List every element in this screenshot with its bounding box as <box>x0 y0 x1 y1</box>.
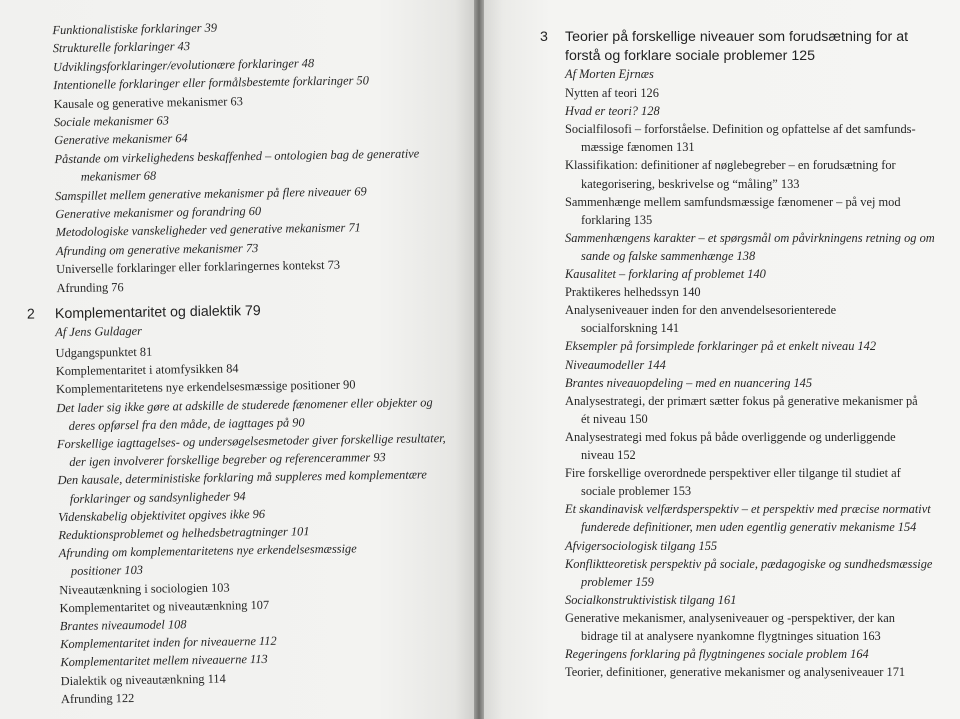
right-entry-13-cont: niveau 152 <box>581 448 636 462</box>
left-entry-5: Den kausale, deterministiske forklaring må suppleres med komplementære <box>57 467 427 488</box>
left-prior-entry-6: Generative mekanismer 64 <box>54 131 188 148</box>
left-entry-4-cont: der igen involverer forskellige begreber og referencerammer 93 <box>69 450 386 470</box>
right-entry-8: Analyseniveauer inden for den anvendelsesorienterede <box>565 303 837 318</box>
right-entry-15: Et skandinavisk velfærdsperspektiv – et perspektiv med præcise normativt <box>565 502 931 517</box>
right-chapter-author: Af Morten Ejrnæs <box>565 67 654 81</box>
left-page <box>0 0 474 719</box>
right-entry-14-cont: sociale problemer 153 <box>581 484 692 499</box>
left-entry-10: Komplementaritet og niveautænkning 107 <box>59 597 270 615</box>
right-entry-19: Generative mekanismer, analyseniveauer og -perspektiver, der kan <box>565 610 895 625</box>
right-entry-3-cont: kategorisering, beskrivelse og “måling” 133 <box>581 176 800 191</box>
right-entry-4-cont: forklaring 135 <box>581 212 653 227</box>
left-entry-8: Afrunding om komplementaritetens nye erkendelsesmæssige <box>58 541 357 561</box>
left-prior-entry-1: Strukturelle forklaringer 43 <box>52 39 191 56</box>
left-entry-5-cont: forklaringer og sandsynligheder 94 <box>69 488 246 506</box>
left-prior-entry-7-cont: mekanismer 68 <box>80 168 157 184</box>
left-entry-8-cont: positioner 103 <box>70 563 144 579</box>
right-entry-0: Nytten af teori 126 <box>565 86 659 100</box>
right-entry-14: Fire forskellige overordnede perspektiver eller tilgange til studiet af <box>565 466 901 481</box>
left-entry-6: Videnskabelig objektivitet opgives ikke 96 <box>58 506 266 524</box>
right-entry-17: Konfliktteoretisk perspektiv på sociale, pædagogiske og sundhedsmæssige <box>565 556 933 571</box>
right-entry-20: Regeringens forklaring på flygtningenes sociale problem 164 <box>565 647 869 662</box>
left-prior-entry-13: Afrunding 76 <box>56 279 124 295</box>
right-entry-4: Sammenhænge mellem samfundsmæssige fænomener – på vej mod <box>565 194 901 209</box>
left-entry-2: Komplementaritetens nye erkendelsesmæssige positioner 90 <box>56 377 356 397</box>
right-entry-13: Analysestrategi med fokus på både overliggende og underliggende <box>565 429 896 444</box>
left-entry-0: Udgangspunktet 81 <box>55 344 153 361</box>
left-entry-11: Brantes niveaumodel 108 <box>59 617 187 634</box>
right-entry-5: Sammenhængens karakter – et spørgsmål om påvirkningens retning og om <box>565 230 935 245</box>
left-prior-entry-12: Universelle forklaringer eller forklaringernes kontekst 73 <box>56 257 341 277</box>
right-chapter-title: Teorier på forskellige niveauer som forudsætning for at <box>565 29 909 45</box>
right-entry-1: Hvad er teori? 128 <box>565 104 660 119</box>
right-entry-5-cont: sande og falske sammenhænge 138 <box>581 248 756 263</box>
right-entry-19-cont: bidrage til at analysere nyankomne flygtninges situation 163 <box>581 629 881 643</box>
right-page <box>484 0 960 719</box>
book-gutter <box>474 0 484 719</box>
left-entry-1: Komplementaritet i atomfysikken 84 <box>55 361 239 379</box>
left-prior-entry-11: Afrunding om generative mekanismer 73 <box>55 240 259 258</box>
right-entry-18: Socialkonstruktivistisk tilgang 161 <box>565 592 737 607</box>
left-entry-9: Niveautænkning i sociologien 103 <box>59 580 230 597</box>
left-entry-3-cont: deres opførsel fra den måde, de iagttages på 90 <box>68 415 305 433</box>
right-entry-9: Eksempler på forsimplede forklaringer på et enkelt niveau 142 <box>565 339 877 354</box>
right-chapter-title-cont: forstå og forklare sociale problemer 125 <box>565 48 815 64</box>
right-entry-3: Klassifikation: definitioner af nøglebegreber – en forudsætning for <box>565 158 896 173</box>
right-entry-21: Teorier, definitioner, generative mekanismer og analyseniveauer 171 <box>565 665 906 680</box>
right-entry-15-cont: funderede definitioner, men uden egentlig generativ mekanisme 154 <box>581 520 917 535</box>
right-entry-2-cont: mæssige fænomen 131 <box>581 140 695 155</box>
right-entry-16: Afvigersociologisk tilgang 155 <box>565 538 718 553</box>
left-prior-entry-10: Metodologiske vanskeligheder ved generative mekanismer 71 <box>55 220 361 240</box>
left-entry-7: Reduktionsproblemet og helhedsbetragtninger 101 <box>58 524 310 543</box>
right-entry-17-cont: problemer 159 <box>581 574 654 589</box>
left-prior-entry-0: Funktionalistiske forklaringer 39 <box>52 20 218 38</box>
left-prior-entry-2: Udviklingsforklaringer/evolutionære forklaringer 48 <box>52 55 315 74</box>
left-entry-14: Dialektik og niveautænkning 114 <box>60 671 226 688</box>
right-entry-12-cont: ét niveau 150 <box>581 411 648 426</box>
right-entry-11: Brantes niveauopdeling – med en nuancering 145 <box>565 375 813 390</box>
left-prior-entry-4: Kausale og generative mekanismer 63 <box>53 93 243 111</box>
right-entry-2: Socialfilosofi – forforståelse. Definition og opfattelse af det samfunds- <box>565 122 916 137</box>
right-chapter-number: 3 <box>540 29 548 45</box>
left-prior-entry-3: Intentionelle forklaringer eller formålsbestemte forklaringer 50 <box>53 73 369 93</box>
left-entry-4: Forskellige iagttagelses- og undersøgelsesmetoder giver forskellige resultater, <box>56 431 446 452</box>
right-entry-10: Niveaumodeller 144 <box>565 357 666 372</box>
left-chapter-number: 2 <box>26 306 35 323</box>
right-entry-7: Praktikeres helhedssyn 140 <box>565 285 701 300</box>
left-entry-13: Komplementaritet mellem niveauerne 113 <box>60 652 268 670</box>
left-entry-12: Komplementaritet inden for niveauerne 112 <box>60 633 277 652</box>
left-chapter-title: Komplementaritet og dialektik 79 <box>54 302 261 323</box>
left-prior-entry-9: Generative mekanismer og forandring 60 <box>55 203 262 222</box>
left-prior-entry-8: Samspillet mellem generative mekanismer på flere niveauer 69 <box>54 183 367 203</box>
left-chapter-author: Af Jens Guldager <box>55 323 143 340</box>
right-entry-8-cont: socialforskning 141 <box>581 321 680 336</box>
left-prior-entry-7: Påstande om virkelighedens beskaffenhed – ontologien bag de generative <box>54 146 420 166</box>
left-prior-entry-5: Sociale mekanismer 63 <box>53 113 169 130</box>
left-entry-3: Det lader sig ikke gøre at adskille de studerede fænomener eller objekter og <box>56 394 433 415</box>
left-entry-15: Afrunding 122 <box>60 690 135 706</box>
right-entry-6: Kausalitet – forklaring af problemet 140 <box>565 267 766 281</box>
right-entry-12: Analysestrategi, der primært sætter fokus på generative mekanismer på <box>565 393 918 408</box>
